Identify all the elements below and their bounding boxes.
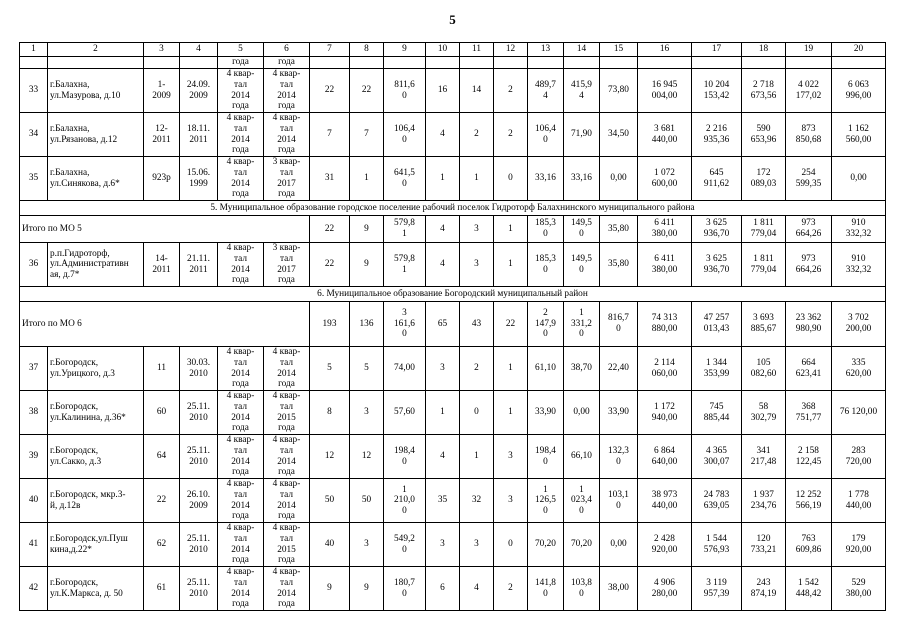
table-cell: 172 089,03 <box>742 157 786 201</box>
table-cell: 34 <box>20 113 48 157</box>
column-header: 8 <box>350 43 384 57</box>
table-cell: 60 <box>144 391 180 435</box>
table-cell: 33,16 <box>528 157 564 201</box>
table-cell: 1 542 448,42 <box>786 567 832 611</box>
table-cell: 149,5 0 <box>564 243 600 287</box>
table-cell: 25.11. 2010 <box>180 391 218 435</box>
table-cell: 873 850,68 <box>786 113 832 157</box>
table-cell: 11 <box>144 347 180 391</box>
continuation-cell: года <box>218 57 264 69</box>
table-row <box>20 479 886 523</box>
table-row <box>20 69 886 113</box>
table-cell: 193 <box>310 302 350 347</box>
table-cell: 1 344 353,99 <box>692 347 742 391</box>
table-cell: 5 <box>350 347 384 391</box>
address-cell: г.Балахна, ул.Мазурова, д.10 <box>48 69 144 113</box>
column-header: 2 <box>48 43 144 57</box>
column-header: 17 <box>692 43 742 57</box>
table-cell: 811,6 0 <box>384 69 426 113</box>
table-cell: 34,50 <box>600 113 638 157</box>
table-cell: 120 733,21 <box>742 523 786 567</box>
column-header: 16 <box>638 43 692 57</box>
table-cell: 12 <box>350 435 384 479</box>
table-cell: 22 <box>144 479 180 523</box>
table-cell: 25.11. 2010 <box>180 523 218 567</box>
table-cell: 103,1 0 <box>600 479 638 523</box>
address-cell: г.Богородск, ул.Урицкого, д.3 <box>48 347 144 391</box>
table-cell: 50 <box>310 479 350 523</box>
table-cell: 1 <box>350 157 384 201</box>
table-cell: 3 квар- тал 2017 года <box>264 243 310 287</box>
table-cell: 664 623,41 <box>786 347 832 391</box>
table-row <box>20 435 886 479</box>
table-cell: 4 квар- тал 2015 года <box>264 391 310 435</box>
table-cell: 32 <box>460 479 494 523</box>
table-cell: 3 <box>350 523 384 567</box>
table-cell: 4 квар- тал 2014 года <box>264 347 310 391</box>
table-cell: 4 365 300,07 <box>692 435 742 479</box>
table-cell: 1 778 440,00 <box>832 479 886 523</box>
address-cell: г.Богородск, ул.Сакко, д.3 <box>48 435 144 479</box>
table-cell: 33,90 <box>600 391 638 435</box>
table-cell: 1 544 576,93 <box>692 523 742 567</box>
table-cell: 1 811 779,04 <box>742 216 786 243</box>
table-cell: 1 331,2 0 <box>564 302 600 347</box>
table-cell: 1 162 560,00 <box>832 113 886 157</box>
table-cell: 22,40 <box>600 347 638 391</box>
table-cell: 1 072 600,00 <box>638 157 692 201</box>
table-cell: 4 <box>460 567 494 611</box>
table-cell: 1 811 779,04 <box>742 243 786 287</box>
address-cell: г.Богородск, ул.Калинина, д.36* <box>48 391 144 435</box>
table-row <box>20 567 886 611</box>
table-cell: 3 <box>426 523 460 567</box>
table-cell: 368 751,77 <box>786 391 832 435</box>
table-cell: 22 <box>310 243 350 287</box>
continuation-cell: года <box>264 57 310 69</box>
table-cell: 22 <box>350 69 384 113</box>
table-cell: 3 <box>350 391 384 435</box>
table-cell: 3 681 440,00 <box>638 113 692 157</box>
table-cell: 185,3 0 <box>528 243 564 287</box>
table-cell: 43 <box>460 302 494 347</box>
column-header: 15 <box>600 43 638 57</box>
column-header: 12 <box>494 43 528 57</box>
table-cell: 33,16 <box>564 157 600 201</box>
address-cell: г.Богородск, мкр.3- й, д.12в <box>48 479 144 523</box>
table-cell: 4 квар- тал 2014 года <box>218 347 264 391</box>
table-cell: 24.09. 2009 <box>180 69 218 113</box>
table-cell: 7 <box>310 113 350 157</box>
table-cell: 136 <box>350 302 384 347</box>
table-cell: 8 <box>310 391 350 435</box>
section-heading-row <box>20 287 886 302</box>
address-cell: г.Балахна, ул.Рязанова, д.12 <box>48 113 144 157</box>
table-cell: 9 <box>350 567 384 611</box>
table-cell: 1 <box>426 157 460 201</box>
table-cell: 0,00 <box>832 157 886 201</box>
table-cell: 35,80 <box>600 216 638 243</box>
table-cell: 2 <box>494 69 528 113</box>
column-header: 7 <box>310 43 350 57</box>
table-cell: 4 квар- тал 2014 года <box>264 567 310 611</box>
table-cell: 973 664,26 <box>786 243 832 287</box>
table-cell: 1 <box>426 391 460 435</box>
table-row <box>20 523 886 567</box>
table-cell: 4 квар- тал 2015 года <box>264 523 310 567</box>
section-heading-row <box>20 201 886 216</box>
table-cell: 973 664,26 <box>786 216 832 243</box>
table-cell: 341 217,48 <box>742 435 786 479</box>
table-cell: 590 653,96 <box>742 113 786 157</box>
table-cell: 2 158 122,45 <box>786 435 832 479</box>
table-cell: 4 квар- тал 2014 года <box>218 391 264 435</box>
table-cell: 70,20 <box>528 523 564 567</box>
table-cell: 2 <box>460 113 494 157</box>
table-cell: 9 <box>350 243 384 287</box>
column-header: 6 <box>264 43 310 57</box>
table-cell: 7 <box>350 113 384 157</box>
table-cell: 33,90 <box>528 391 564 435</box>
column-header: 19 <box>786 43 832 57</box>
table-cell: 3 <box>460 523 494 567</box>
table-cell: 4 квар- тал 2014 года <box>218 157 264 201</box>
table-cell: 65 <box>426 302 460 347</box>
column-header: 5 <box>218 43 264 57</box>
table-cell: 16 945 004,00 <box>638 69 692 113</box>
table-cell: 3 <box>426 347 460 391</box>
table-cell: 4 квар- тал 2014 года <box>218 435 264 479</box>
table-cell: 1 <box>460 157 494 201</box>
table-cell: 2 428 920,00 <box>638 523 692 567</box>
column-header: 3 <box>144 43 180 57</box>
table-cell: 2 <box>494 567 528 611</box>
table-cell: 106,4 0 <box>384 113 426 157</box>
table-cell: 2 114 060,00 <box>638 347 692 391</box>
table-cell: 31 <box>310 157 350 201</box>
table-cell: 198,4 0 <box>528 435 564 479</box>
table-row <box>20 113 886 157</box>
table-cell: 2 <box>460 347 494 391</box>
table-cell: 73,80 <box>600 69 638 113</box>
table-cell: 103,8 0 <box>564 567 600 611</box>
table-cell: 9 <box>310 567 350 611</box>
table-cell: 35,80 <box>600 243 638 287</box>
table-cell: 16 <box>426 69 460 113</box>
column-header: 9 <box>384 43 426 57</box>
table-cell: 70,20 <box>564 523 600 567</box>
table-cell: 38 <box>20 391 48 435</box>
table-cell: 14 <box>460 69 494 113</box>
table-cell: 37 <box>20 347 48 391</box>
table-cell: 0 <box>460 391 494 435</box>
table-cell: 61,10 <box>528 347 564 391</box>
column-header: 1 <box>20 43 48 57</box>
table-cell: 816,7 0 <box>600 302 638 347</box>
table-cell: 26.10. 2009 <box>180 479 218 523</box>
table-cell: 2 <box>494 113 528 157</box>
table-cell: 61 <box>144 567 180 611</box>
table-row <box>20 157 886 201</box>
table-cell: 2 147,9 0 <box>528 302 564 347</box>
address-cell: г.Богородск,ул.Пуш кина,д.22* <box>48 523 144 567</box>
table-cell: 25.11. 2010 <box>180 567 218 611</box>
table-cell: 106,4 0 <box>528 113 564 157</box>
table-cell: 283 720,00 <box>832 435 886 479</box>
table-cell: 38,70 <box>564 347 600 391</box>
table-cell: 3 625 936,70 <box>692 216 742 243</box>
table-cell: 745 885,44 <box>692 391 742 435</box>
subtotal-row <box>20 216 886 243</box>
column-header: 20 <box>832 43 886 57</box>
table-cell: 1 126,5 0 <box>528 479 564 523</box>
table-cell: 15.06. 1999 <box>180 157 218 201</box>
table-cell: 149,5 0 <box>564 216 600 243</box>
subtotal-row <box>20 302 886 347</box>
column-number-row <box>20 43 886 57</box>
table-cell: 23 362 980,90 <box>786 302 832 347</box>
table-cell: 3 <box>460 216 494 243</box>
table-cell: 6 411 380,00 <box>638 243 692 287</box>
table-cell: 4 <box>426 243 460 287</box>
table-cell: 3 702 200,00 <box>832 302 886 347</box>
table-cell: 4 квар- тал 2014 года <box>218 523 264 567</box>
table-cell: 3 <box>460 243 494 287</box>
column-header: 4 <box>180 43 218 57</box>
table-cell: 489,7 4 <box>528 69 564 113</box>
table-cell: 105 082,60 <box>742 347 786 391</box>
table-cell: 4 квар- тал 2014 года <box>218 113 264 157</box>
table-cell: 74,00 <box>384 347 426 391</box>
table-cell: 40 <box>20 479 48 523</box>
table-cell: 1 023,4 0 <box>564 479 600 523</box>
table-cell: 66,10 <box>564 435 600 479</box>
table-cell: 1 <box>494 347 528 391</box>
table-cell: 38 973 440,00 <box>638 479 692 523</box>
housing-program-table <box>19 42 886 611</box>
table-cell: 35 <box>20 157 48 201</box>
continuation-row <box>20 57 886 69</box>
table-cell: 4 квар- тал 2014 года <box>264 113 310 157</box>
table-row <box>20 243 886 287</box>
table-cell: 179 920,00 <box>832 523 886 567</box>
table-cell: 3 625 936,70 <box>692 243 742 287</box>
table-cell: 50 <box>350 479 384 523</box>
table-cell: 4 квар- тал 2014 года <box>218 567 264 611</box>
table-cell: 529 380,00 <box>832 567 886 611</box>
table-cell: 18.11. 2011 <box>180 113 218 157</box>
table-cell: 763 609,86 <box>786 523 832 567</box>
table-cell: 1 <box>494 216 528 243</box>
table-cell: 38,00 <box>600 567 638 611</box>
table-cell: 21.11. 2011 <box>180 243 218 287</box>
table-cell: 645 911,62 <box>692 157 742 201</box>
subtotal-label: Итого по МО 6 <box>20 302 310 347</box>
table-cell: 71,90 <box>564 113 600 157</box>
table-cell: 1 <box>494 243 528 287</box>
table-cell: 36 <box>20 243 48 287</box>
table-cell: 579,8 1 <box>384 243 426 287</box>
table-cell: 141,8 0 <box>528 567 564 611</box>
table-cell: 185,3 0 <box>528 216 564 243</box>
table-cell: 579,8 1 <box>384 216 426 243</box>
address-cell: г.Балахна, ул.Синякова, д.6* <box>48 157 144 201</box>
table-cell: 5 <box>310 347 350 391</box>
column-header: 11 <box>460 43 494 57</box>
table-row <box>20 347 886 391</box>
table-cell: 6 864 640,00 <box>638 435 692 479</box>
table-cell: 180,7 0 <box>384 567 426 611</box>
table-cell: 57,60 <box>384 391 426 435</box>
table-cell: 4 квар- тал 2014 года <box>218 243 264 287</box>
column-header: 18 <box>742 43 786 57</box>
table-row <box>20 391 886 435</box>
table-cell: 22 <box>310 69 350 113</box>
table-cell: 42 <box>20 567 48 611</box>
table-cell: 1 210,0 0 <box>384 479 426 523</box>
table-cell: 3 <box>494 435 528 479</box>
table-cell: 4 квар- тал 2014 года <box>218 479 264 523</box>
table-cell: 4 квар- тал 2014 года <box>264 435 310 479</box>
table-cell: 923р <box>144 157 180 201</box>
table-cell: 0,00 <box>600 523 638 567</box>
table-cell: 6 <box>426 567 460 611</box>
table-cell: 1 172 940,00 <box>638 391 692 435</box>
table-cell: 14- 2011 <box>144 243 180 287</box>
page-number: 5 <box>449 12 456 27</box>
table-cell: 1 <box>494 391 528 435</box>
table-cell: 132,3 0 <box>600 435 638 479</box>
table-cell: 6 411 380,00 <box>638 216 692 243</box>
table-cell: 12- 2011 <box>144 113 180 157</box>
table-cell: 3 693 885,67 <box>742 302 786 347</box>
table-cell: 549,2 0 <box>384 523 426 567</box>
table-cell: 64 <box>144 435 180 479</box>
section-heading: 6. Муниципальное образование Богородский муниципальный район <box>20 287 886 302</box>
table-cell: 2 718 673,56 <box>742 69 786 113</box>
table-cell: 910 332,32 <box>832 216 886 243</box>
table-cell: 1 <box>460 435 494 479</box>
table-cell: 4 <box>426 435 460 479</box>
table-cell: 4 906 280,00 <box>638 567 692 611</box>
table-cell: 62 <box>144 523 180 567</box>
table-cell: 30.03. 2010 <box>180 347 218 391</box>
table-cell: 74 313 880,00 <box>638 302 692 347</box>
table-cell: 4 022 177,02 <box>786 69 832 113</box>
table-cell: 3 <box>494 479 528 523</box>
table-cell: 2 216 935,36 <box>692 113 742 157</box>
table-cell: 3 161,6 0 <box>384 302 426 347</box>
table-cell: 58 302,79 <box>742 391 786 435</box>
table-cell: 39 <box>20 435 48 479</box>
table-cell: 0 <box>494 157 528 201</box>
table-cell: 4 квар- тал 2014 года <box>264 69 310 113</box>
table-cell: 24 783 639,05 <box>692 479 742 523</box>
table-cell: 76 120,00 <box>832 391 886 435</box>
table-cell: 4 <box>426 113 460 157</box>
table-cell: 22 <box>494 302 528 347</box>
table-cell: 0 <box>494 523 528 567</box>
table-cell: 254 599,35 <box>786 157 832 201</box>
column-header: 13 <box>528 43 564 57</box>
subtotal-label: Итого по МО 5 <box>20 216 310 243</box>
table-cell: 33 <box>20 69 48 113</box>
table-cell: 1 937 234,76 <box>742 479 786 523</box>
table-cell: 3 119 957,39 <box>692 567 742 611</box>
table-cell: 198,4 0 <box>384 435 426 479</box>
table-cell: 12 <box>310 435 350 479</box>
table-cell: 4 квар- тал 2014 года <box>264 479 310 523</box>
table-cell: 641,5 0 <box>384 157 426 201</box>
table-cell: 40 <box>310 523 350 567</box>
address-cell: г.Богородск, ул.К.Маркса, д. 50 <box>48 567 144 611</box>
table-cell: 4 <box>426 216 460 243</box>
table-cell: 47 257 013,43 <box>692 302 742 347</box>
column-header: 14 <box>564 43 600 57</box>
table-cell: 0,00 <box>564 391 600 435</box>
table-cell: 1- 2009 <box>144 69 180 113</box>
table-cell: 3 квар- тал 2017 года <box>264 157 310 201</box>
table-cell: 415,9 4 <box>564 69 600 113</box>
table-cell: 4 квар- тал 2014 года <box>218 69 264 113</box>
table-cell: 6 063 996,00 <box>832 69 886 113</box>
table-cell: 910 332,32 <box>832 243 886 287</box>
table-cell: 22 <box>310 216 350 243</box>
table-cell: 9 <box>350 216 384 243</box>
section-heading: 5. Муниципальное образование городское поселение рабочий поселок Гидроторф Балахнинского муниципального района <box>20 201 886 216</box>
table-cell: 243 874,19 <box>742 567 786 611</box>
table-cell: 41 <box>20 523 48 567</box>
table-cell: 35 <box>426 479 460 523</box>
table-cell: 335 620,00 <box>832 347 886 391</box>
table-cell: 0,00 <box>600 157 638 201</box>
table-cell: 12 252 566,19 <box>786 479 832 523</box>
address-cell: р.п.Гидроторф, ул.Административн ая, д.7* <box>48 243 144 287</box>
table-cell: 25.11. 2010 <box>180 435 218 479</box>
column-header: 10 <box>426 43 460 57</box>
table-cell: 10 204 153,42 <box>692 69 742 113</box>
